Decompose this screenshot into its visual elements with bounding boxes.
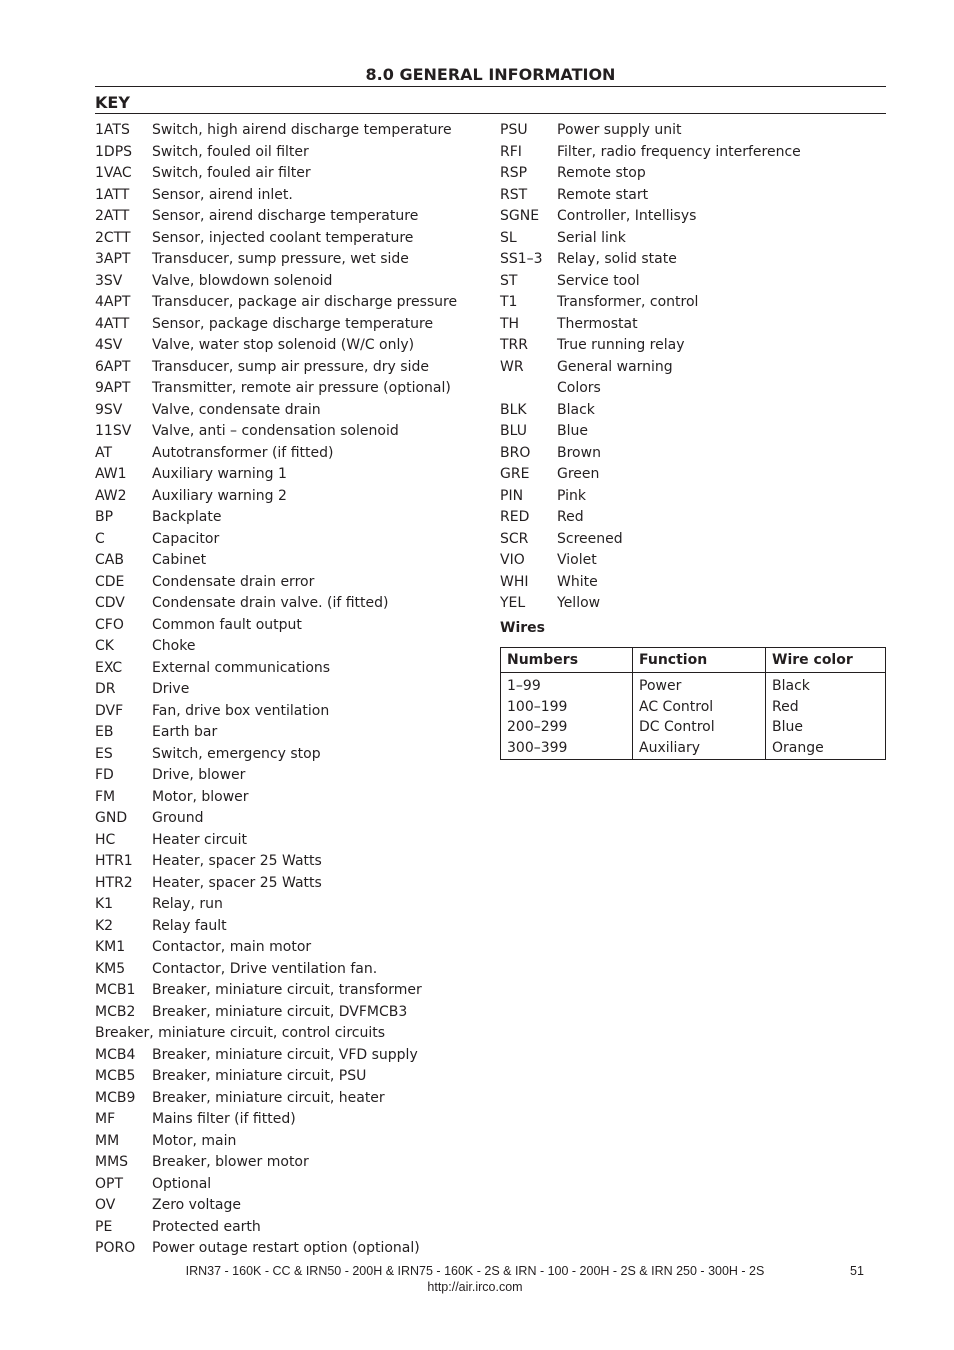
key-entry bbox=[95, 443, 475, 465]
wires-table bbox=[500, 647, 886, 760]
key-description: Relay, solid state bbox=[557, 251, 677, 267]
key-code: MCB2 bbox=[95, 1003, 136, 1020]
key-code: AW1 bbox=[95, 466, 127, 482]
key-description: Contactor, Drive ventilation fan. bbox=[152, 960, 378, 977]
key-entry bbox=[95, 636, 475, 658]
key-code: MCB5 bbox=[95, 1068, 136, 1084]
key-entry bbox=[500, 185, 886, 207]
key-code: 11SV bbox=[95, 423, 132, 439]
key-description: Backplate bbox=[152, 509, 222, 525]
key-entry bbox=[95, 593, 475, 615]
key-entry bbox=[95, 486, 475, 508]
key-entry bbox=[500, 486, 886, 508]
key-entry bbox=[95, 206, 475, 228]
key-code: BLK bbox=[500, 401, 527, 418]
function-value: DC Control bbox=[639, 719, 715, 735]
function-cell bbox=[633, 673, 766, 760]
key-description: Motor, blower bbox=[152, 788, 249, 805]
key-description: Breaker, miniature circuit, heater bbox=[152, 1089, 385, 1106]
key-entry bbox=[95, 572, 475, 594]
key-code: OPT bbox=[95, 1175, 124, 1192]
key-code: EXC bbox=[95, 659, 123, 676]
key-description: Colors bbox=[557, 380, 601, 396]
key-code: K1 bbox=[95, 896, 114, 912]
key-description: Red bbox=[557, 509, 584, 525]
key-description: Switch, fouled air filter bbox=[152, 165, 311, 181]
key-entry bbox=[95, 271, 475, 293]
key-code: PSU bbox=[500, 122, 528, 138]
key-entry bbox=[500, 249, 886, 271]
key-description: Switch, high airend discharge temperature bbox=[152, 122, 452, 138]
key-code: 4SV bbox=[95, 337, 123, 353]
key-description: Pink bbox=[557, 487, 587, 504]
key-description: Remote stop bbox=[557, 165, 646, 181]
key-entry bbox=[95, 916, 475, 938]
key-description: Motor, main bbox=[152, 1132, 237, 1149]
key-code: BP bbox=[95, 509, 114, 525]
key-description: Sensor, package discharge temperature bbox=[152, 315, 434, 332]
key-code: 3SV bbox=[95, 272, 123, 289]
key-entry bbox=[95, 1109, 475, 1131]
key-entry bbox=[500, 142, 886, 164]
key-description: Breaker, miniature circuit, PSU bbox=[152, 1068, 367, 1084]
key-entry bbox=[95, 1088, 475, 1110]
key-entry bbox=[95, 658, 475, 680]
key-description: Optional bbox=[152, 1175, 212, 1192]
header-wire-color: Wire color bbox=[766, 648, 886, 673]
key-entry bbox=[500, 421, 886, 443]
key-description: Green bbox=[557, 466, 600, 482]
numbers-value: 100–199 bbox=[507, 698, 568, 715]
key-entry bbox=[95, 615, 475, 637]
key-code: BLU bbox=[500, 423, 527, 439]
numbers-cell bbox=[501, 673, 633, 760]
key-description: Drive, blower bbox=[152, 767, 246, 783]
key-entry bbox=[500, 206, 886, 228]
key-entry bbox=[95, 765, 475, 787]
wire-color-value: Black bbox=[772, 678, 810, 694]
key-code: SS1–3 bbox=[500, 251, 543, 267]
key-code: SL bbox=[500, 229, 517, 246]
key-entry bbox=[95, 1174, 475, 1196]
key-entry bbox=[95, 873, 475, 895]
key-entry bbox=[95, 808, 475, 830]
key-description: Power supply unit bbox=[557, 122, 682, 138]
section-divider bbox=[95, 86, 886, 87]
key-entry bbox=[95, 529, 475, 551]
key-code: CDV bbox=[95, 595, 125, 611]
key-code: C bbox=[95, 530, 105, 547]
key-code: GND bbox=[95, 810, 128, 826]
key-description: Fan, drive box ventilation bbox=[152, 702, 330, 719]
key-description: Breaker, miniature circuit, control circuits bbox=[95, 1025, 386, 1041]
key-code: 9SV bbox=[95, 401, 123, 418]
key-entry bbox=[95, 851, 475, 873]
key-entry bbox=[95, 744, 475, 766]
page-number: 51 bbox=[850, 1264, 864, 1278]
key-description: Sensor, airend inlet. bbox=[152, 186, 293, 203]
key-description: Breaker, miniature circuit, transformer bbox=[152, 982, 422, 998]
key-entry bbox=[500, 357, 886, 379]
key-description: Heater circuit bbox=[152, 831, 248, 848]
key-code: SCR bbox=[500, 530, 529, 547]
key-description: Brown bbox=[557, 444, 601, 461]
key-entry bbox=[95, 357, 475, 379]
key-code: MCB1 bbox=[95, 982, 136, 998]
key-description: Yellow bbox=[557, 595, 601, 611]
key-code: KM5 bbox=[95, 960, 126, 977]
key-entry bbox=[95, 464, 475, 486]
key-description: General warning bbox=[557, 358, 673, 375]
key-code: 1ATS bbox=[95, 122, 130, 138]
key-description: Screened bbox=[557, 530, 623, 547]
key-entry bbox=[500, 529, 886, 551]
key-entry bbox=[500, 464, 886, 486]
key-code: 1ATT bbox=[95, 186, 130, 203]
key-entry bbox=[95, 1238, 475, 1260]
footer-url[interactable]: http://air.irco.com bbox=[427, 1280, 523, 1294]
key-code: 6APT bbox=[95, 358, 131, 375]
key-code: 4ATT bbox=[95, 315, 130, 332]
key-code: TRR bbox=[500, 337, 529, 353]
key-description: Auxiliary warning 1 bbox=[152, 466, 287, 482]
key-description: Switch, fouled oil filter bbox=[152, 143, 309, 160]
key-description: Drive bbox=[152, 681, 190, 697]
key-description: Valve, condensate drain bbox=[152, 401, 321, 418]
key-entry bbox=[95, 1002, 475, 1024]
key-code: ES bbox=[95, 745, 113, 762]
key-description: Condensate drain valve. (if fitted) bbox=[152, 595, 389, 611]
key-entry bbox=[95, 787, 475, 809]
key-code: MF bbox=[95, 1111, 116, 1127]
key-code: K2 bbox=[95, 917, 114, 934]
key-code: PORO bbox=[95, 1240, 136, 1256]
key-entry bbox=[95, 894, 475, 916]
key-code: GRE bbox=[500, 466, 530, 482]
key-code: WR bbox=[500, 358, 524, 375]
key-code: MCB4 bbox=[95, 1046, 136, 1063]
key-code: 9APT bbox=[95, 380, 131, 396]
key-entry bbox=[95, 980, 475, 1002]
key-description: Autotransformer (if fitted) bbox=[152, 444, 334, 461]
key-code: HTR2 bbox=[95, 874, 133, 891]
key-code: MCB9 bbox=[95, 1089, 136, 1106]
key-code: EB bbox=[95, 724, 114, 740]
key-code: MM bbox=[95, 1132, 120, 1149]
key-code: YEL bbox=[500, 595, 526, 611]
key-code: ST bbox=[500, 272, 518, 289]
key-entry bbox=[95, 1195, 475, 1217]
key-code: WHI bbox=[500, 573, 529, 590]
key-description: Breaker, miniature circuit, DVFMCB3 bbox=[152, 1003, 408, 1020]
key-code: 4APT bbox=[95, 294, 131, 310]
key-description: Thermostat bbox=[557, 315, 638, 332]
key-description: Power outage restart option (optional) bbox=[152, 1240, 420, 1256]
key-description: Condensate drain error bbox=[152, 573, 315, 590]
key-description: Earth bar bbox=[152, 724, 218, 740]
key-description: Ground bbox=[152, 810, 204, 826]
key-code: 1VAC bbox=[95, 165, 132, 181]
key-code: HC bbox=[95, 831, 116, 848]
key-description: Heater, spacer 25 Watts bbox=[152, 874, 322, 891]
key-description: Mains filter (if fitted) bbox=[152, 1111, 296, 1127]
key-entry bbox=[95, 1131, 475, 1153]
key-code: RFI bbox=[500, 143, 522, 160]
key-entry bbox=[500, 120, 886, 142]
key-code: CDE bbox=[95, 573, 125, 590]
key-description: Transformer, control bbox=[557, 294, 699, 310]
key-entry bbox=[95, 722, 475, 744]
wire-color-value: Red bbox=[772, 698, 799, 715]
key-entry bbox=[95, 120, 475, 142]
numbers-value: 200–299 bbox=[507, 719, 568, 735]
key-code: T1 bbox=[500, 294, 518, 310]
key-description: Valve, water stop solenoid (W/C only) bbox=[152, 337, 415, 353]
key-description: Sensor, airend discharge temperature bbox=[152, 208, 419, 224]
key-description: Blue bbox=[557, 423, 588, 439]
key-list-right bbox=[500, 120, 886, 615]
key-description: Common fault output bbox=[152, 616, 302, 633]
key-entry bbox=[95, 335, 475, 357]
key-entry bbox=[95, 1066, 475, 1088]
key-entry bbox=[500, 335, 886, 357]
key-code: VIO bbox=[500, 552, 525, 568]
key-code: PIN bbox=[500, 487, 524, 504]
key-code: CK bbox=[95, 638, 114, 654]
key-entry bbox=[95, 292, 475, 314]
key-description: Transducer, package air discharge pressure bbox=[152, 294, 458, 310]
key-code: HTR1 bbox=[95, 853, 133, 869]
key-entry bbox=[500, 400, 886, 422]
key-description: Controller, Intellisys bbox=[557, 208, 697, 224]
key-description: Relay fault bbox=[152, 917, 227, 934]
wire-color-value: Blue bbox=[772, 719, 803, 735]
key-description: Valve, anti – condensation solenoid bbox=[152, 423, 399, 439]
key-description: Choke bbox=[152, 638, 196, 654]
key-heading: KEY bbox=[95, 93, 130, 112]
key-entry bbox=[500, 292, 886, 314]
key-entry bbox=[500, 163, 886, 185]
key-description: Service tool bbox=[557, 272, 640, 289]
key-entry bbox=[95, 1023, 475, 1045]
key-description: Sensor, injected coolant temperature bbox=[152, 229, 414, 246]
key-code: FD bbox=[95, 767, 114, 783]
key-code: RST bbox=[500, 186, 528, 203]
key-code: RSP bbox=[500, 165, 528, 181]
key-description: Transmitter, remote air pressure (optional) bbox=[152, 380, 451, 396]
key-code: 1DPS bbox=[95, 143, 133, 160]
key-entry bbox=[500, 378, 886, 400]
key-entry bbox=[500, 550, 886, 572]
key-entry bbox=[95, 163, 475, 185]
key-code: AW2 bbox=[95, 487, 127, 504]
key-entry bbox=[95, 142, 475, 164]
key-description: Black bbox=[557, 401, 595, 418]
key-description: Contactor, main motor bbox=[152, 939, 312, 955]
wire-color-value: Orange bbox=[772, 739, 824, 756]
key-description: Filter, radio frequency interference bbox=[557, 143, 801, 160]
wires-label: Wires bbox=[500, 620, 545, 636]
key-entry bbox=[95, 507, 475, 529]
key-entry bbox=[500, 507, 886, 529]
footer-models: IRN37 - 160K - CC & IRN50 - 200H & IRN75 - 160K - 2S & IRN - 100 - 200H - 2S & IRN 250 - 300H - 2S bbox=[185, 1264, 765, 1278]
key-entry bbox=[95, 378, 475, 400]
key-description: Relay, run bbox=[152, 896, 223, 912]
numbers-value: 1–99 bbox=[507, 678, 541, 694]
key-code: BRO bbox=[500, 444, 531, 461]
key-divider bbox=[95, 113, 886, 114]
key-entry bbox=[95, 400, 475, 422]
numbers-value: 300–399 bbox=[507, 739, 568, 756]
key-description: Serial link bbox=[557, 229, 626, 246]
wire-color-cell bbox=[766, 673, 886, 760]
function-value: AC Control bbox=[639, 698, 714, 715]
key-description: Remote start bbox=[557, 186, 649, 203]
key-description: Auxiliary warning 2 bbox=[152, 487, 287, 504]
key-entry bbox=[95, 830, 475, 852]
key-description: Cabinet bbox=[152, 552, 207, 568]
key-description: Transducer, sump pressure, wet side bbox=[152, 251, 409, 267]
function-value: Power bbox=[639, 678, 682, 694]
key-code: 3APT bbox=[95, 251, 131, 267]
key-list-left bbox=[95, 120, 475, 1260]
key-entry bbox=[500, 228, 886, 250]
key-description: Valve, blowdown solenoid bbox=[152, 272, 333, 289]
key-code: AT bbox=[95, 444, 113, 461]
key-code: PE bbox=[95, 1218, 113, 1235]
key-code: DR bbox=[95, 681, 116, 697]
key-description: White bbox=[557, 573, 598, 590]
key-description: Violet bbox=[557, 552, 597, 568]
key-entry bbox=[500, 314, 886, 336]
key-entry bbox=[95, 249, 475, 271]
key-code: SGNE bbox=[500, 208, 540, 224]
key-description: Breaker, miniature circuit, VFD supply bbox=[152, 1046, 418, 1063]
key-code: MMS bbox=[95, 1154, 129, 1170]
key-entry bbox=[500, 593, 886, 615]
key-code: 2ATT bbox=[95, 208, 130, 224]
key-entry bbox=[95, 228, 475, 250]
key-entry bbox=[95, 1217, 475, 1239]
key-code: TH bbox=[500, 315, 520, 332]
key-entry bbox=[95, 937, 475, 959]
function-value: Auxiliary bbox=[639, 739, 701, 756]
footer bbox=[95, 1263, 855, 1295]
key-entry bbox=[500, 271, 886, 293]
key-entry bbox=[95, 1152, 475, 1174]
key-entry bbox=[500, 572, 886, 594]
header-numbers: Numbers bbox=[501, 648, 633, 673]
key-entry bbox=[95, 421, 475, 443]
key-entry bbox=[95, 679, 475, 701]
key-entry bbox=[95, 959, 475, 981]
key-entry bbox=[95, 314, 475, 336]
key-description: Heater, spacer 25 Watts bbox=[152, 853, 322, 869]
key-code: KM1 bbox=[95, 939, 126, 955]
key-description: Transducer, sump air pressure, dry side bbox=[152, 358, 429, 375]
key-code: CFO bbox=[95, 616, 124, 633]
key-code: DVF bbox=[95, 702, 124, 719]
key-entry bbox=[95, 550, 475, 572]
key-code: OV bbox=[95, 1197, 116, 1213]
header-function: Function bbox=[633, 648, 766, 673]
key-code: FM bbox=[95, 788, 116, 805]
key-description: Capacitor bbox=[152, 530, 220, 547]
key-entry bbox=[500, 443, 886, 465]
key-description: Zero voltage bbox=[152, 1197, 241, 1213]
section-title: 8.0 GENERAL INFORMATION bbox=[365, 65, 616, 84]
key-code: 2CTT bbox=[95, 229, 131, 246]
key-entry bbox=[95, 185, 475, 207]
key-code: RED bbox=[500, 509, 530, 525]
key-description: Switch, emergency stop bbox=[152, 745, 321, 762]
key-entry bbox=[95, 701, 475, 723]
key-description: True running relay bbox=[557, 337, 685, 353]
key-description: External communications bbox=[152, 659, 331, 676]
key-description: Protected earth bbox=[152, 1218, 261, 1235]
key-code: CAB bbox=[95, 552, 124, 568]
key-description: Breaker, blower motor bbox=[152, 1154, 309, 1170]
key-entry bbox=[95, 1045, 475, 1067]
